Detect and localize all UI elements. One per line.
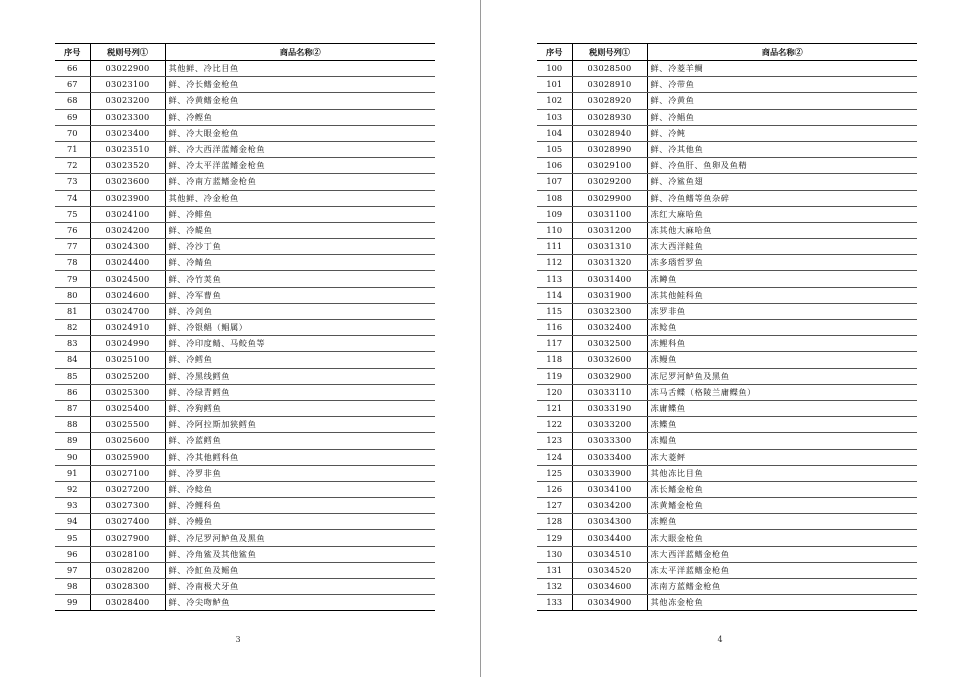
product-name-cell: 冻黄鳍金枪鱼 <box>647 498 917 514</box>
row-index-cell: 115 <box>537 303 572 319</box>
product-name-cell: 鲜、冷鲨鱼翅 <box>647 174 917 190</box>
tariff-code-cell: 03025300 <box>90 384 165 400</box>
tariff-code-cell: 03025600 <box>90 433 165 449</box>
table-row <box>537 141 917 157</box>
row-index-cell: 90 <box>55 449 90 465</box>
table-row <box>55 595 435 611</box>
tariff-code-cell: 03028920 <box>572 93 647 109</box>
row-index-cell: 87 <box>55 400 90 416</box>
table-row <box>537 562 917 578</box>
row-index-cell: 127 <box>537 498 572 514</box>
row-index-cell: 112 <box>537 255 572 271</box>
product-name-cell: 鲜、冷魟鱼及鳐鱼 <box>165 562 435 578</box>
table-row <box>55 222 435 238</box>
row-index-cell: 97 <box>55 562 90 578</box>
tariff-code-cell: 03024700 <box>90 303 165 319</box>
table-row <box>55 61 435 77</box>
table-row <box>537 336 917 352</box>
product-name-cell: 鲜、冷鳕鱼 <box>165 352 435 368</box>
tariff-code-cell: 03024600 <box>90 287 165 303</box>
table-row <box>537 109 917 125</box>
product-name-cell: 冻大眼金枪鱼 <box>647 530 917 546</box>
tariff-code-cell: 03034400 <box>572 530 647 546</box>
table-row <box>537 481 917 497</box>
row-index-cell: 106 <box>537 158 572 174</box>
row-index-cell: 77 <box>55 239 90 255</box>
product-name-cell: 鲜、冷罗非鱼 <box>165 465 435 481</box>
product-name-cell: 其他冻比目鱼 <box>647 465 917 481</box>
tariff-code-cell: 03027100 <box>90 465 165 481</box>
tariff-code-cell: 03023520 <box>90 158 165 174</box>
table-row <box>55 320 435 336</box>
row-index-cell: 72 <box>55 158 90 174</box>
product-name-cell: 冻庸鲽鱼 <box>647 400 917 416</box>
tariff-code-cell: 03023900 <box>90 190 165 206</box>
tariff-code-cell: 03024300 <box>90 239 165 255</box>
row-index-cell: 102 <box>537 93 572 109</box>
product-name-cell: 鲜、冷黑线鳕鱼 <box>165 368 435 384</box>
row-index-cell: 124 <box>537 449 572 465</box>
product-name-cell: 冻南方蓝鳍金枪鱼 <box>647 579 917 595</box>
table-row <box>537 514 917 530</box>
product-name-cell: 冻鳗鱼 <box>647 352 917 368</box>
product-name-cell: 冻鳎鱼 <box>647 433 917 449</box>
tariff-code-cell: 03033110 <box>572 384 647 400</box>
table-row <box>55 498 435 514</box>
product-name-cell: 鲜、冷沙丁鱼 <box>165 239 435 255</box>
row-index-cell: 131 <box>537 562 572 578</box>
product-name-cell: 鲜、冷尼罗河鲈鱼及黑鱼 <box>165 530 435 546</box>
product-name-cell: 鲜、冷绿青鳕鱼 <box>165 384 435 400</box>
table-row <box>55 352 435 368</box>
table-row <box>55 384 435 400</box>
row-index-cell: 82 <box>55 320 90 336</box>
row-index-cell: 103 <box>537 109 572 125</box>
row-index-cell: 86 <box>55 384 90 400</box>
tariff-code-cell: 03023600 <box>90 174 165 190</box>
header-code-footnote: ① <box>621 46 630 57</box>
row-index-cell: 123 <box>537 433 572 449</box>
table-row <box>537 449 917 465</box>
product-name-cell: 鲜、冷太平洋蓝鳍金枪鱼 <box>165 158 435 174</box>
product-name-cell: 冻其他鲑科鱼 <box>647 287 917 303</box>
table-row <box>537 320 917 336</box>
row-index-cell: 107 <box>537 174 572 190</box>
product-name-cell: 鲜、冷鲀 <box>647 125 917 141</box>
table-row <box>55 77 435 93</box>
tariff-code-cell: 03028100 <box>90 546 165 562</box>
tariff-code-cell: 03024400 <box>90 255 165 271</box>
tariff-code-cell: 03022900 <box>90 61 165 77</box>
header-name-label: 商品名称 <box>761 46 795 57</box>
tariff-code-cell: 03033900 <box>572 465 647 481</box>
row-index-cell: 73 <box>55 174 90 190</box>
tariff-code-cell: 03025500 <box>90 417 165 433</box>
table-row <box>55 141 435 157</box>
table-row <box>55 239 435 255</box>
tariff-code-cell: 03033300 <box>572 433 647 449</box>
table-row <box>55 400 435 416</box>
header-name-footnote: ② <box>312 46 321 57</box>
table-row <box>537 417 917 433</box>
table-row <box>537 77 917 93</box>
tariff-code-cell: 03033400 <box>572 449 647 465</box>
row-index-cell: 81 <box>55 303 90 319</box>
product-name-cell: 鲜、冷鱼鳍等鱼杂碎 <box>647 190 917 206</box>
row-index-cell: 126 <box>537 481 572 497</box>
page-number-right: 4 <box>717 635 723 644</box>
tariff-code-cell: 03032500 <box>572 336 647 352</box>
product-name-cell: 鲜、冷南方蓝鳍金枪鱼 <box>165 174 435 190</box>
row-index-cell: 119 <box>537 368 572 384</box>
row-index-cell: 91 <box>55 465 90 481</box>
header-index: 序号 <box>537 44 572 61</box>
product-name-cell: 冻多瑙哲罗鱼 <box>647 255 917 271</box>
tariff-code-cell: 03025200 <box>90 368 165 384</box>
row-index-cell: 80 <box>55 287 90 303</box>
product-name-cell: 鲜、冷大眼金枪鱼 <box>165 125 435 141</box>
table-row <box>55 514 435 530</box>
table-row <box>55 530 435 546</box>
table-row <box>537 239 917 255</box>
table-row <box>537 498 917 514</box>
table-row <box>537 125 917 141</box>
row-index-cell: 76 <box>55 222 90 238</box>
table-row <box>55 206 435 222</box>
tariff-code-cell: 03034300 <box>572 514 647 530</box>
tariff-code-cell: 03023100 <box>90 77 165 93</box>
row-index-cell: 69 <box>55 109 90 125</box>
product-name-cell: 其他冻金枪鱼 <box>647 595 917 611</box>
row-index-cell: 71 <box>55 141 90 157</box>
header-code-label: 税则号列 <box>589 46 622 57</box>
tariff-code-cell: 03027400 <box>90 514 165 530</box>
row-index-cell: 98 <box>55 579 90 595</box>
tariff-code-cell: 03023510 <box>90 141 165 157</box>
row-index-cell: 83 <box>55 336 90 352</box>
product-name-cell: 鲜、冷鱼肝、鱼卵及鱼精 <box>647 158 917 174</box>
product-name-cell: 鲜、冷长鳍金枪鱼 <box>165 77 435 93</box>
table-row <box>537 61 917 77</box>
table-row <box>55 562 435 578</box>
tariff-code-cell: 03024500 <box>90 271 165 287</box>
tariff-code-cell: 03031100 <box>572 206 647 222</box>
product-name-cell: 鲜、冷菱羊鲷 <box>647 61 917 77</box>
row-index-cell: 74 <box>55 190 90 206</box>
product-name-cell: 鲜、冷狗鳕鱼 <box>165 400 435 416</box>
tariff-code-cell: 03034510 <box>572 546 647 562</box>
table-row <box>537 222 917 238</box>
product-name-cell: 鲜、冷印度鲭、马鲛鱼等 <box>165 336 435 352</box>
product-name-cell: 鲜、冷带鱼 <box>647 77 917 93</box>
page-number-left: 3 <box>235 635 241 644</box>
table-row <box>55 546 435 562</box>
tariff-code-cell: 03031200 <box>572 222 647 238</box>
tariff-code-cell: 03028500 <box>572 61 647 77</box>
row-index-cell: 129 <box>537 530 572 546</box>
table-row <box>55 93 435 109</box>
product-name-cell: 鲜、冷剑鱼 <box>165 303 435 319</box>
row-index-cell: 94 <box>55 514 90 530</box>
header-code <box>90 44 165 61</box>
product-name-cell: 鲜、冷南极犬牙鱼 <box>165 579 435 595</box>
table-row <box>55 433 435 449</box>
table-row <box>537 352 917 368</box>
page-divider <box>480 0 481 677</box>
table-row <box>537 595 917 611</box>
row-index-cell: 132 <box>537 579 572 595</box>
product-name-cell: 其他鲜、冷比目鱼 <box>165 61 435 77</box>
table-row <box>55 125 435 141</box>
header-name <box>165 44 435 61</box>
row-index-cell: 79 <box>55 271 90 287</box>
row-index-cell: 66 <box>55 61 90 77</box>
product-name-cell: 鲜、冷其他鱼 <box>647 141 917 157</box>
tariff-code-cell: 03029100 <box>572 158 647 174</box>
product-name-cell: 鲜、冷角鲨及其他鲨鱼 <box>165 546 435 562</box>
table-row <box>537 465 917 481</box>
table-row <box>55 368 435 384</box>
product-name-cell: 冻尼罗河鲈鱼及黑鱼 <box>647 368 917 384</box>
row-index-cell: 110 <box>537 222 572 238</box>
row-index-cell: 109 <box>537 206 572 222</box>
product-name-cell: 鲜、冷鲤科鱼 <box>165 498 435 514</box>
table-header-row <box>537 44 917 61</box>
row-index-cell: 84 <box>55 352 90 368</box>
table-row <box>537 400 917 416</box>
product-name-cell: 冻红大麻哈鱼 <box>647 206 917 222</box>
tariff-code-cell: 03034100 <box>572 481 647 497</box>
product-name-cell: 冻鳟鱼 <box>647 271 917 287</box>
table-row <box>55 303 435 319</box>
tariff-code-cell: 03032600 <box>572 352 647 368</box>
header-code <box>572 44 647 61</box>
row-index-cell: 96 <box>55 546 90 562</box>
tariff-code-cell: 03023300 <box>90 109 165 125</box>
row-index-cell: 111 <box>537 239 572 255</box>
table-row <box>537 433 917 449</box>
product-name-cell: 鲜、冷鲣鱼 <box>165 109 435 125</box>
tariff-code-cell: 03025400 <box>90 400 165 416</box>
table-row <box>55 481 435 497</box>
tariff-code-cell: 03029200 <box>572 174 647 190</box>
tariff-code-cell: 03024910 <box>90 320 165 336</box>
row-index-cell: 122 <box>537 417 572 433</box>
table-row <box>537 206 917 222</box>
tariff-code-cell: 03032400 <box>572 320 647 336</box>
product-name-cell: 冻罗非鱼 <box>647 303 917 319</box>
table-row <box>55 174 435 190</box>
table-row <box>55 271 435 287</box>
tariff-table-right <box>537 43 917 611</box>
header-index: 序号 <box>55 44 90 61</box>
tariff-code-cell: 03031900 <box>572 287 647 303</box>
row-index-cell: 101 <box>537 77 572 93</box>
table-row <box>537 368 917 384</box>
product-name-cell: 冻大西洋鲑鱼 <box>647 239 917 255</box>
table-header-row <box>55 44 435 61</box>
tariff-code-cell: 03025900 <box>90 449 165 465</box>
product-name-cell: 冻太平洋蓝鳍金枪鱼 <box>647 562 917 578</box>
tariff-code-cell: 03034900 <box>572 595 647 611</box>
table-row <box>537 546 917 562</box>
table-row <box>55 109 435 125</box>
header-name-label: 商品名称 <box>279 46 313 57</box>
table-row <box>537 287 917 303</box>
header-code-label: 税则号列 <box>107 46 140 57</box>
table-row <box>55 465 435 481</box>
row-index-cell: 70 <box>55 125 90 141</box>
product-name-cell: 鲜、冷鲱鱼 <box>165 206 435 222</box>
table-body-left <box>55 61 435 611</box>
row-index-cell: 95 <box>55 530 90 546</box>
table-row <box>537 271 917 287</box>
table-row <box>537 190 917 206</box>
table-row <box>537 384 917 400</box>
tariff-code-cell: 03034600 <box>572 579 647 595</box>
tariff-code-cell: 03034200 <box>572 498 647 514</box>
table-row <box>55 287 435 303</box>
product-name-cell: 鲜、冷其他鳕科鱼 <box>165 449 435 465</box>
product-name-cell: 鲜、冷黄鱼 <box>647 93 917 109</box>
table-row <box>55 579 435 595</box>
row-index-cell: 116 <box>537 320 572 336</box>
product-name-cell: 鲜、冷尖吻鲈鱼 <box>165 595 435 611</box>
product-name-cell: 冻马舌鲽（格陵兰庸鲽鱼） <box>647 384 917 400</box>
row-index-cell: 89 <box>55 433 90 449</box>
tariff-code-cell: 03029900 <box>572 190 647 206</box>
table-row <box>55 336 435 352</box>
product-name-cell: 鲜、冷军曹鱼 <box>165 287 435 303</box>
product-name-cell: 冻鲶鱼 <box>647 320 917 336</box>
product-name-cell: 鲜、冷鳀鱼 <box>165 222 435 238</box>
table-row <box>537 530 917 546</box>
product-name-cell: 冻长鳍金枪鱼 <box>647 481 917 497</box>
row-index-cell: 108 <box>537 190 572 206</box>
row-index-cell: 100 <box>537 61 572 77</box>
row-index-cell: 118 <box>537 352 572 368</box>
product-name-cell: 冻大西洋蓝鳍金枪鱼 <box>647 546 917 562</box>
tariff-code-cell: 03032300 <box>572 303 647 319</box>
tariff-code-cell: 03024990 <box>90 336 165 352</box>
product-name-cell: 冻鲤科鱼 <box>647 336 917 352</box>
header-name <box>647 44 917 61</box>
product-name-cell: 冻鲣鱼 <box>647 514 917 530</box>
table-row <box>537 93 917 109</box>
product-name-cell: 冻鲽鱼 <box>647 417 917 433</box>
row-index-cell: 105 <box>537 141 572 157</box>
tariff-code-cell: 03033200 <box>572 417 647 433</box>
product-name-cell: 鲜、冷银鲳（鲳属） <box>165 320 435 336</box>
table-row <box>537 158 917 174</box>
tariff-code-cell: 03025100 <box>90 352 165 368</box>
row-index-cell: 88 <box>55 417 90 433</box>
table-row <box>55 417 435 433</box>
row-index-cell: 104 <box>537 125 572 141</box>
tariff-code-cell: 03024100 <box>90 206 165 222</box>
product-name-cell: 鲜、冷鳗鱼 <box>165 514 435 530</box>
table-row <box>55 449 435 465</box>
tariff-code-cell: 03023400 <box>90 125 165 141</box>
product-name-cell: 冻其他大麻哈鱼 <box>647 222 917 238</box>
tariff-code-cell: 03031320 <box>572 255 647 271</box>
tariff-code-cell: 03027200 <box>90 481 165 497</box>
tariff-table-left <box>55 43 435 611</box>
row-index-cell: 85 <box>55 368 90 384</box>
right-page <box>537 43 917 611</box>
tariff-code-cell: 03031400 <box>572 271 647 287</box>
tariff-code-cell: 03028300 <box>90 579 165 595</box>
product-name-cell: 鲜、冷鲭鱼 <box>165 255 435 271</box>
row-index-cell: 125 <box>537 465 572 481</box>
product-name-cell: 鲜、冷鲶鱼 <box>165 481 435 497</box>
product-name-cell: 鲜、冷阿拉斯加狭鳕鱼 <box>165 417 435 433</box>
row-index-cell: 92 <box>55 481 90 497</box>
table-row <box>537 579 917 595</box>
table-row <box>55 190 435 206</box>
product-name-cell: 鲜、冷竹荚鱼 <box>165 271 435 287</box>
left-page <box>55 43 435 611</box>
row-index-cell: 128 <box>537 514 572 530</box>
tariff-code-cell: 03024200 <box>90 222 165 238</box>
table-row <box>537 255 917 271</box>
row-index-cell: 113 <box>537 271 572 287</box>
product-name-cell: 其他鲜、冷金枪鱼 <box>165 190 435 206</box>
product-name-cell: 鲜、冷蓝鳕鱼 <box>165 433 435 449</box>
table-row <box>55 255 435 271</box>
tariff-code-cell: 03027300 <box>90 498 165 514</box>
header-name-footnote: ② <box>794 46 803 57</box>
row-index-cell: 75 <box>55 206 90 222</box>
tariff-code-cell: 03028400 <box>90 595 165 611</box>
row-index-cell: 67 <box>55 77 90 93</box>
row-index-cell: 117 <box>537 336 572 352</box>
tariff-code-cell: 03028910 <box>572 77 647 93</box>
product-name-cell: 冻大菱鲆 <box>647 449 917 465</box>
row-index-cell: 133 <box>537 595 572 611</box>
row-index-cell: 114 <box>537 287 572 303</box>
table-body-right <box>537 61 917 611</box>
tariff-code-cell: 03028200 <box>90 562 165 578</box>
tariff-code-cell: 03034520 <box>572 562 647 578</box>
row-index-cell: 68 <box>55 93 90 109</box>
product-name-cell: 鲜、冷大西洋蓝鳍金枪鱼 <box>165 141 435 157</box>
row-index-cell: 130 <box>537 546 572 562</box>
product-name-cell: 鲜、冷鲳鱼 <box>647 109 917 125</box>
row-index-cell: 121 <box>537 400 572 416</box>
table-row <box>55 158 435 174</box>
product-name-cell: 鲜、冷黄鳍金枪鱼 <box>165 93 435 109</box>
table-row <box>537 174 917 190</box>
tariff-code-cell: 03028990 <box>572 141 647 157</box>
row-index-cell: 93 <box>55 498 90 514</box>
row-index-cell: 99 <box>55 595 90 611</box>
table-row <box>537 303 917 319</box>
tariff-code-cell: 03033190 <box>572 400 647 416</box>
row-index-cell: 78 <box>55 255 90 271</box>
tariff-code-cell: 03028940 <box>572 125 647 141</box>
tariff-code-cell: 03023200 <box>90 93 165 109</box>
tariff-code-cell: 03028930 <box>572 109 647 125</box>
tariff-code-cell: 03032900 <box>572 368 647 384</box>
row-index-cell: 120 <box>537 384 572 400</box>
header-code-footnote: ① <box>139 46 148 57</box>
tariff-code-cell: 03027900 <box>90 530 165 546</box>
tariff-code-cell: 03031310 <box>572 239 647 255</box>
